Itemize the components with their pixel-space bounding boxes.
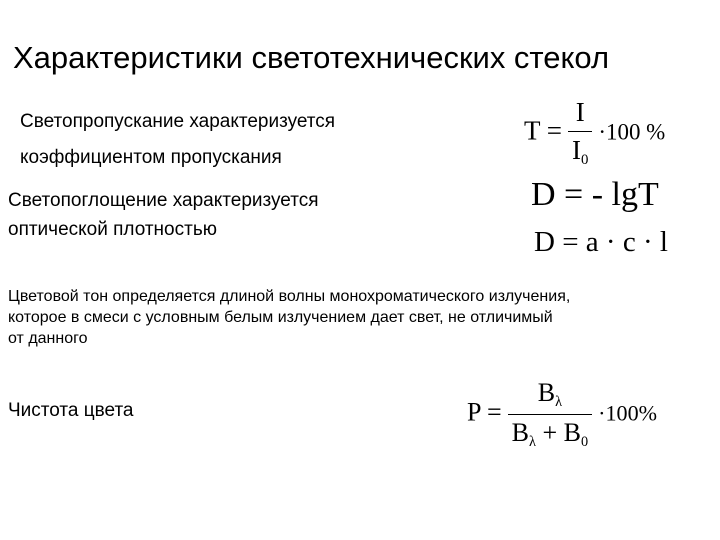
purity-num-base: B bbox=[537, 378, 556, 407]
color-tone-line-1: Цветовой тон определяется длиной волны монохроматического излучения, bbox=[8, 288, 571, 305]
purity-den-base-1: B bbox=[511, 418, 530, 447]
transmission-fraction bbox=[568, 97, 592, 169]
color-tone-text bbox=[8, 286, 718, 349]
transmission-den-base: I bbox=[571, 135, 581, 165]
purity-formula bbox=[467, 378, 657, 451]
purity-den-operator: + bbox=[535, 418, 564, 447]
absorption-text bbox=[8, 186, 319, 244]
purity-den-sub-2: 0 bbox=[580, 434, 589, 450]
transmission-text bbox=[20, 104, 335, 176]
purity-formula-lhs: P = bbox=[467, 397, 502, 427]
purity-numerator bbox=[508, 378, 592, 414]
beer-lambert-formula: D = a · c · l bbox=[534, 226, 668, 258]
purity-denominator bbox=[508, 414, 592, 451]
purity-fraction bbox=[508, 378, 592, 451]
purity-den-sub-1: λ bbox=[529, 434, 536, 450]
transmission-text-line-1: Светопропускание характеризуется bbox=[20, 111, 336, 132]
absorption-text-line-2: оптической плотностью bbox=[8, 219, 217, 240]
color-tone-line-3: от данного bbox=[8, 330, 88, 347]
purity-formula-rhs: ·100% bbox=[598, 400, 658, 426]
slide-title: Характеристики светотехнических стекол bbox=[13, 40, 610, 75]
transmission-text-line-2: коэффициентом пропускания bbox=[20, 147, 282, 168]
transmission-formula bbox=[524, 97, 665, 169]
absorption-text-line-1: Светопоглощение характеризуется bbox=[8, 190, 319, 211]
transmission-formula-rhs: ·100 % bbox=[598, 119, 666, 145]
transmission-numerator: I bbox=[575, 97, 585, 127]
optical-density-formula: D = - lgT bbox=[531, 176, 659, 213]
transmission-denominator bbox=[568, 131, 592, 169]
color-tone-line-2: которое в смеси с условным белым излучением дает свет, не отличимый bbox=[8, 309, 553, 326]
purity-num-sub: λ bbox=[555, 394, 563, 410]
transmission-den-sub: 0 bbox=[580, 152, 589, 169]
color-purity-label: Чистота цвета bbox=[8, 400, 134, 421]
purity-den-base-2: B bbox=[563, 418, 581, 447]
transmission-formula-lhs: T = bbox=[524, 115, 562, 146]
